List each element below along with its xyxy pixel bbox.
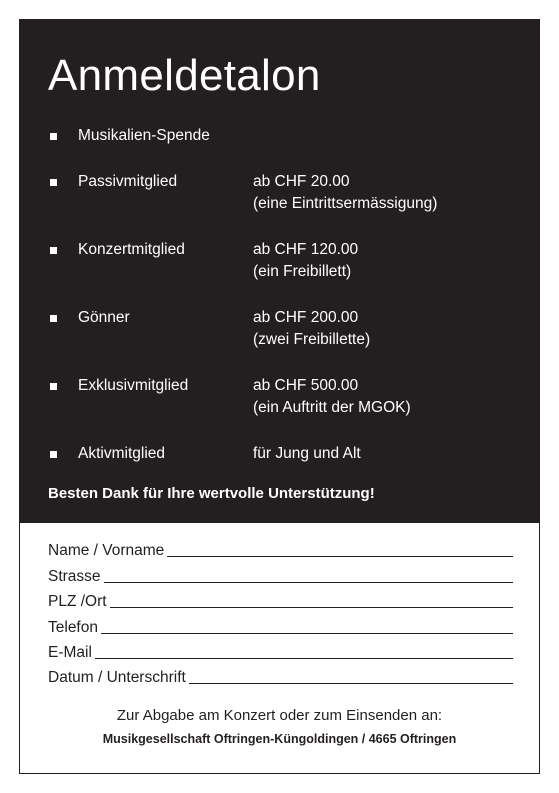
page-title: Anmeldetalon [48,51,321,100]
field-label: Name / Vorname [48,542,165,560]
form-row-city[interactable] [48,586,513,611]
field-label: Telefon [48,618,98,636]
options-panel [20,20,539,523]
checkbox-square-icon[interactable] [50,179,57,186]
field-label: E-Mail [48,643,92,661]
field-label: Datum / Unterschrift [48,669,186,687]
option-note: (eine Eintrittsermässigung) [253,195,438,212]
form-row-name[interactable] [48,535,513,560]
option-name: Konzertmitglied [78,241,185,258]
option-price: ab CHF 200.00 [253,309,359,326]
name-field[interactable] [167,556,513,557]
email-field[interactable] [95,658,513,659]
option-note: (zwei Freibillette) [253,331,371,348]
form-row-street[interactable] [48,560,513,585]
option-price: ab CHF 120.00 [253,241,359,258]
date-signature-field[interactable] [189,683,513,684]
checkbox-square-icon[interactable] [50,451,57,458]
form-row-phone[interactable] [48,611,513,636]
checkbox-square-icon[interactable] [50,133,57,140]
option-name: Exklusivmitglied [78,377,189,394]
field-label: Strasse [48,567,101,585]
street-field[interactable] [104,582,513,583]
zip-city-field[interactable] [110,607,513,608]
checkbox-square-icon[interactable] [50,247,57,254]
contact-form [48,535,513,687]
submission-note: Zur Abgabe am Konzert oder zum Einsenden an: [116,707,443,724]
registration-card [19,19,540,774]
option-name: Passivmitglied [78,173,178,190]
thanks-message: Besten Dank für Ihre wertvolle Unterstützung! [48,485,375,502]
option-price: ab CHF 20.00 [253,173,350,190]
phone-field[interactable] [101,633,513,634]
checkbox-square-icon[interactable] [50,315,57,322]
field-label: PLZ /Ort [48,593,107,611]
form-row-email[interactable] [48,637,513,662]
option-name: Musikalien-Spende [78,127,210,144]
option-price: ab CHF 500.00 [253,377,359,394]
option-note: (ein Freibillett) [253,263,352,280]
option-note: (ein Auftritt der MGOK) [253,399,411,416]
option-name: Gönner [78,309,130,326]
option-name: Aktivmitglied [78,445,165,462]
option-price: für Jung und Alt [253,445,361,462]
organization-address: Musikgesellschaft Oftringen-Küngoldingen / 4665 Oftringen [102,732,457,746]
form-row-date-signature[interactable] [48,662,513,687]
checkbox-square-icon[interactable] [50,383,57,390]
